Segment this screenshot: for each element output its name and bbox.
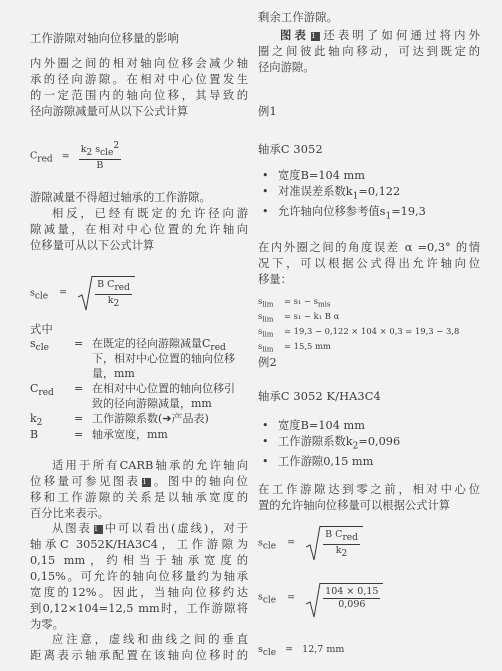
angle-paragraph: 在内外圈之间的角度误差 α =0,3° 的情 况下，可以根据公式得出允许轴向位 移量： — [258, 241, 480, 286]
formula-scle-result: $s_{cle} = 12,7$ mm — [258, 644, 345, 658]
limit-paragraph: 游隙减量不得超过轴承的工作游隙。 相反，已经有既定的允许径向游 隙减量，在相对中心位置的允许轴向 位移量可从以下公式计算 — [30, 191, 248, 252]
example1-heading: 例1 — [258, 105, 277, 118]
list-item: • 工作游隙系数$k_2=0,096$ — [258, 434, 400, 455]
example-paragraph: 从图表 1 中可以看出(虚线)，对于 轴承C 3052K/HA3C4，工作游隙为 0,15 mm，约相当于轴承宽度的 0,15%。可允许的轴向位移量约为轴承 宽度的12%。因此，当轴向位移约达 到0,12×104=12,5 mm时，工作游隙将 为零。 — [30, 522, 248, 631]
continued-text: 剩余工作游隙。 — [258, 11, 339, 24]
carb-paragraph: 适用于所有CARB轴承的允许轴向 位移量可参见图表 1 。图中的轴向位 移和工作游隙的关系是以轴承宽度的 百分比来表示。 — [30, 459, 248, 520]
example2-heading: 例2 — [258, 356, 277, 369]
list-item: • 宽度B=104 mm — [258, 168, 426, 184]
list-item: • 宽度B=104 mm — [258, 418, 400, 434]
figure-ref-badge[interactable]: 1 — [94, 525, 103, 534]
figure-ref-badge[interactable]: 1 — [142, 478, 151, 487]
bearing2-label: 轴承C 3052 K/HA3C4 — [258, 390, 381, 403]
where-label: 式中 — [30, 323, 53, 336]
formula-scle-symbolic: $s_{cle}$ = $\frac{B C_{red}}{k_2}$ — [258, 526, 363, 560]
list-item: • 工作游隙0,15 mm — [258, 454, 400, 470]
intro-paragraph: 内外圈之间的相对轴向位移会减少轴 承的径向游隙。在相对中心位置发生 的一定范围内的轴向位移，其导致的 径向游隙减量可从以下公式计算 — [30, 57, 248, 118]
formula-scle-numeric: $s_{cle}$ = $\frac{104 \times 0,15}{0,096}$ — [258, 583, 383, 611]
bearing2-specs — [258, 418, 400, 470]
slim-calculation: $s_{lim} = s_1 - s_{mis}$ $s_{lim} = s_1 - k_1$ B α $s_{lim} = 19,3 - 0,122 \times 104 \times 0,3 = 19,3 - 3,8$ $s_{lim} = 15,5$ mm — [258, 296, 460, 354]
list-item: • 对准误差系数$k_1=0,122$ — [258, 184, 426, 205]
note-paragraph: 应注意，虚线和曲线之间的垂直 距离表示轴承配置在该轴向位移时的 — [30, 633, 248, 662]
figure-paragraph: 图表 1 还表明了如何通过将内外 圈之间彼此轴向移动，可达到既定的 径向游隙。 — [258, 28, 480, 74]
list-item: • 允许轴向位移参考值$s_1=19,3$ — [258, 204, 426, 225]
zero-clearance-paragraph: 在工作游隙达到零之前，相对中心位 置的允许轴向位移量可以根据公式计算 — [258, 483, 480, 512]
formula-creduction: $C_{red}$ = $\frac{k_2 s_{cle}^2}{B}$ — [30, 141, 120, 172]
bearing1-specs — [258, 168, 426, 225]
figure-ref-badge[interactable]: 1 — [311, 32, 320, 41]
bearing1-label: 轴承C 3052 — [258, 143, 323, 156]
section-heading: 工作游隙对轴向位移量的影响 — [30, 32, 179, 45]
formula-scle: $s_{cle}$ = $\frac{B C_{red}}{k_2}$ — [30, 276, 135, 310]
